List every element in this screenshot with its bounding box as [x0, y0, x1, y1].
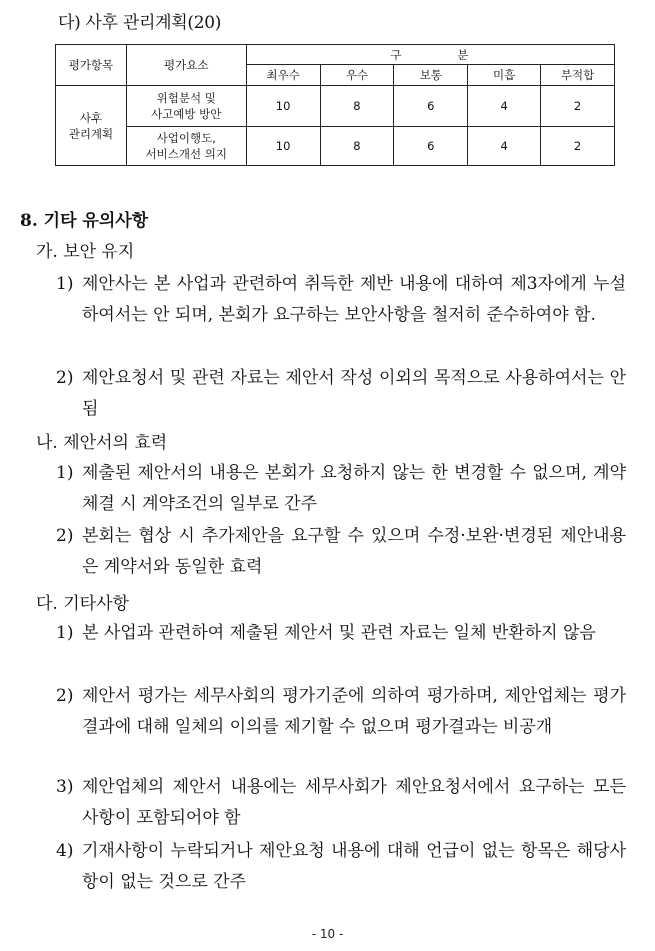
item-text: 제안사는 본 사업과 관련하여 취득한 제반 내용에 대하여 제3자에게 누설하여서는 안 되며, 본회가 요구하는 보안사항을 철저히 준수하여야 함.	[82, 274, 626, 325]
page-number: - 10 -	[311, 927, 344, 941]
grade-header: 최우수	[246, 65, 320, 86]
score-cell: 6	[394, 86, 468, 126]
item-text: 본 사업과 관련하여 제출된 제안서 및 관련 자료는 일체 반환하지 않음	[82, 623, 596, 643]
row-group-line: 사후	[79, 110, 103, 125]
subsection-title: 나. 제안서의 효력	[36, 433, 168, 453]
item-text: 제안서 평가는 세무사회의 평가기준에 의하여 평가하며, 제안업체는 평가 결과에 대해 일체의 이의를 제기할 수 없으며 평가결과는 비공개	[82, 686, 626, 737]
list-item	[56, 269, 626, 330]
item-number: 1)	[56, 623, 74, 643]
grade-header: 부적합	[541, 65, 615, 86]
score-cell: 2	[541, 126, 615, 165]
score-cell: 2	[541, 86, 615, 126]
grade-header: 보통	[394, 65, 468, 86]
item-number: 3)	[56, 777, 74, 797]
score-cell: 8	[320, 86, 394, 126]
eval-element-cell	[126, 86, 246, 126]
header-gubun: 구 분	[246, 45, 614, 65]
subsection-title: 가. 보안 유지	[36, 242, 135, 262]
eval-element-line: 위험분석 및	[156, 90, 216, 105]
score-cell: 4	[468, 126, 541, 165]
item-text: 제출된 제안서의 내용은 본회가 요청하지 않는 한 변경할 수 없으며, 계약체결 시 계약조건의 일부로 간주	[82, 463, 626, 514]
list-item	[56, 618, 626, 649]
item-text: 제안요청서 및 관련 자료는 제안서 작성 이외의 목적으로 사용하여서는 안됨	[82, 368, 626, 419]
eval-element-line: 사업이행도,	[156, 130, 216, 145]
item-number: 1)	[56, 463, 74, 483]
score-cell: 10	[246, 86, 320, 126]
item-number: 1)	[56, 274, 74, 294]
row-group-line: 관리계획	[68, 126, 114, 141]
eval-element-line: 사고예방 방안	[151, 106, 222, 121]
score-cell: 4	[468, 86, 541, 126]
list-item	[56, 521, 626, 582]
list-item	[56, 772, 626, 833]
item-number: 2)	[56, 526, 74, 546]
eval-element-cell	[126, 126, 246, 165]
grade-header: 미흡	[468, 65, 541, 86]
list-item	[56, 458, 626, 519]
list-item	[56, 836, 626, 897]
item-text: 제안업체의 제안서 내용에는 세무사회가 제안요청서에서 요구하는 모든 사항이 포함되어야 함	[82, 777, 626, 828]
item-text: 본회는 협상 시 추가제안을 요구할 수 있으며 수정·보완·변경된 제안내용은 계약서와 동일한 효력	[82, 526, 626, 577]
subsection-title: 다. 기타사항	[36, 594, 129, 614]
section-title: 8. 기타 유의사항	[20, 211, 149, 231]
list-item	[56, 681, 626, 742]
score-cell: 8	[320, 126, 394, 165]
grade-header: 우수	[320, 65, 394, 86]
row-group-aftercare	[56, 86, 127, 166]
list-item	[56, 363, 626, 424]
header-eval-element: 평가요소	[126, 45, 246, 86]
score-cell: 6	[394, 126, 468, 165]
item-text: 기재사항이 누락되거나 제안요청 내용에 대해 언급이 없는 항목은 해당사항이 없는 것으로 간주	[82, 841, 626, 892]
evaluation-table	[55, 44, 615, 166]
item-number: 2)	[56, 686, 74, 706]
eval-element-line: 서비스개선 의지	[145, 146, 227, 161]
sub-heading-aftercare: 다) 사후 관리계획(20)	[58, 13, 222, 33]
score-cell: 10	[246, 126, 320, 165]
item-number: 2)	[56, 368, 74, 388]
header-eval-item: 평가항목	[56, 45, 127, 86]
item-number: 4)	[56, 841, 74, 861]
